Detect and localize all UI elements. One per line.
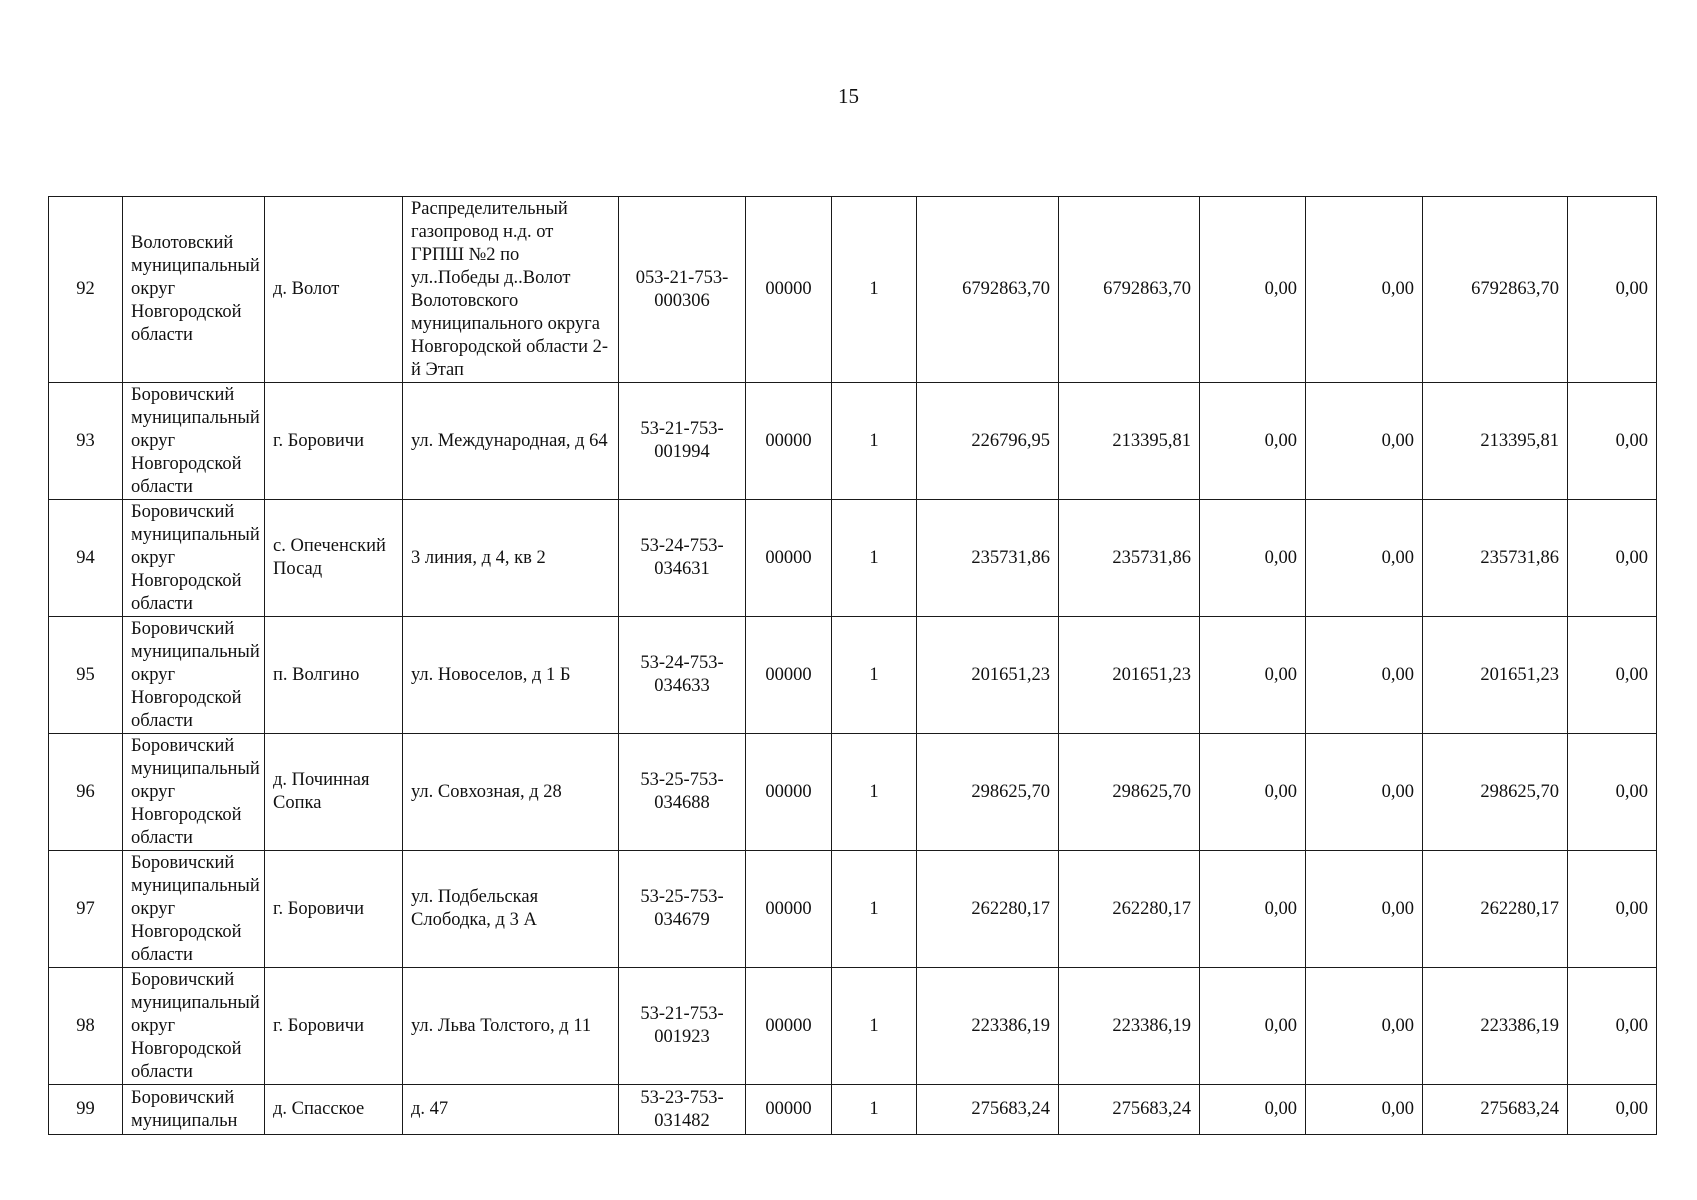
amount-cell: 298625,70 [1423,734,1568,851]
amount-cell: 0,00 [1200,617,1306,734]
table-row [49,1085,1657,1135]
page-number: 15 [838,84,859,108]
row-number: 92 [49,197,123,383]
code-cell: 53-25-753-034688 [619,734,746,851]
subcode-cell: 00000 [746,500,832,617]
municipality-cell: Боровичский муниципальный округ Новгородской области [123,968,265,1085]
subcode-cell: 00000 [746,383,832,500]
code-cell: 53-25-753-034679 [619,851,746,968]
amount-cell: 235731,86 [917,500,1059,617]
amount-cell: 235731,86 [1423,500,1568,617]
object-cell: ул. Подбельская Слободка, д 3 А [403,851,619,968]
amount-cell: 0,00 [1200,383,1306,500]
row-number: 94 [49,500,123,617]
amount-cell: 0,00 [1306,968,1423,1085]
amount-cell: 223386,19 [917,968,1059,1085]
locality-cell: д. Спасское [265,1085,403,1135]
quantity-cell: 1 [832,197,917,383]
locality-cell: г. Боровичи [265,383,403,500]
subcode-cell: 00000 [746,734,832,851]
locality-cell: д. Починная Сопка [265,734,403,851]
amount-cell: 213395,81 [1059,383,1200,500]
code-cell: 53-21-753-001923 [619,968,746,1085]
object-cell: ул. Новоселов, д 1 Б [403,617,619,734]
amount-cell: 226796,95 [917,383,1059,500]
amount-cell: 201651,23 [1423,617,1568,734]
table-row [49,968,1657,1085]
amount-cell: 213395,81 [1423,383,1568,500]
subcode-cell: 00000 [746,968,832,1085]
subcode-cell: 00000 [746,617,832,734]
table-row [49,383,1657,500]
amount-cell: 223386,19 [1423,968,1568,1085]
table-row [49,734,1657,851]
locality-cell: п. Волгино [265,617,403,734]
code-cell: 53-21-753-001994 [619,383,746,500]
table-row [49,851,1657,968]
amount-cell: 262280,17 [1423,851,1568,968]
amount-cell: 262280,17 [1059,851,1200,968]
object-cell: ул. Льва Толстого, д 11 [403,968,619,1085]
municipality-cell: Боровичский муниципальный округ Новгородской области [123,500,265,617]
quantity-cell: 1 [832,734,917,851]
amount-cell: 6792863,70 [917,197,1059,383]
amount-cell: 0,00 [1200,1085,1306,1135]
amount-cell: 275683,24 [1059,1085,1200,1135]
amount-cell: 262280,17 [917,851,1059,968]
quantity-cell: 1 [832,968,917,1085]
subcode-cell: 00000 [746,197,832,383]
code-cell: 053-21-753-000306 [619,197,746,383]
amount-cell: 0,00 [1568,500,1657,617]
amount-cell: 0,00 [1200,968,1306,1085]
object-cell: Распределительный газопровод н.д. от ГРПШ №2 по ул..Победы д..Волот Волотовского муниципального округа Новгородской области 2-й Этап [403,197,619,383]
object-cell: ул. Международная, д 64 [403,383,619,500]
amount-cell: 0,00 [1568,617,1657,734]
amount-cell: 275683,24 [1423,1085,1568,1135]
quantity-cell: 1 [832,851,917,968]
row-number: 96 [49,734,123,851]
amount-cell: 0,00 [1200,500,1306,617]
amount-cell: 0,00 [1568,383,1657,500]
amount-cell: 298625,70 [1059,734,1200,851]
amount-cell: 0,00 [1568,1085,1657,1135]
subcode-cell: 00000 [746,851,832,968]
amount-cell: 0,00 [1568,734,1657,851]
row-number: 97 [49,851,123,968]
amount-cell: 0,00 [1306,1085,1423,1135]
row-number: 95 [49,617,123,734]
locality-cell: д. Волот [265,197,403,383]
table-row [49,197,1657,383]
code-cell: 53-23-753-031482 [619,1085,746,1135]
amount-cell: 0,00 [1306,617,1423,734]
amount-cell: 275683,24 [917,1085,1059,1135]
amount-cell: 0,00 [1306,197,1423,383]
amount-cell: 201651,23 [917,617,1059,734]
quantity-cell: 1 [832,1085,917,1135]
amount-cell: 0,00 [1306,383,1423,500]
code-cell: 53-24-753-034633 [619,617,746,734]
amount-cell: 6792863,70 [1423,197,1568,383]
amount-cell: 298625,70 [917,734,1059,851]
table-row [49,500,1657,617]
amount-cell: 223386,19 [1059,968,1200,1085]
amount-cell: 0,00 [1568,197,1657,383]
amount-cell: 0,00 [1200,197,1306,383]
table-row [49,617,1657,734]
row-number: 93 [49,383,123,500]
amount-cell: 0,00 [1568,968,1657,1085]
locality-cell: с. Опеченский Посад [265,500,403,617]
quantity-cell: 1 [832,617,917,734]
object-cell: 3 линия, д 4, кв 2 [403,500,619,617]
municipality-cell: Боровичский муниципальный округ Новгородской области [123,734,265,851]
quantity-cell: 1 [832,383,917,500]
amount-cell: 0,00 [1306,500,1423,617]
amount-cell: 0,00 [1200,734,1306,851]
municipality-cell: Боровичский муниципальный округ Новгородской области [123,851,265,968]
amount-cell: 0,00 [1306,851,1423,968]
locality-cell: г. Боровичи [265,851,403,968]
row-number: 99 [49,1085,123,1135]
subcode-cell: 00000 [746,1085,832,1135]
municipality-cell: Боровичский муниципальный округ Новгородской области [123,383,265,500]
municipality-cell: Боровичский муниципальный округ Новгородской области [123,617,265,734]
amount-cell: 0,00 [1306,734,1423,851]
object-cell: д. 47 [403,1085,619,1135]
amount-cell: 6792863,70 [1059,197,1200,383]
amount-cell: 0,00 [1200,851,1306,968]
locality-cell: г. Боровичи [265,968,403,1085]
amount-cell: 235731,86 [1059,500,1200,617]
row-number: 98 [49,968,123,1085]
amount-cell: 0,00 [1568,851,1657,968]
object-cell: ул. Совхозная, д 28 [403,734,619,851]
code-cell: 53-24-753-034631 [619,500,746,617]
data-table [48,196,1657,1135]
municipality-cell: Боровичский муниципальн [123,1085,265,1135]
amount-cell: 201651,23 [1059,617,1200,734]
quantity-cell: 1 [832,500,917,617]
municipality-cell: Волотовский муниципальный округ Новгородской области [123,197,265,383]
